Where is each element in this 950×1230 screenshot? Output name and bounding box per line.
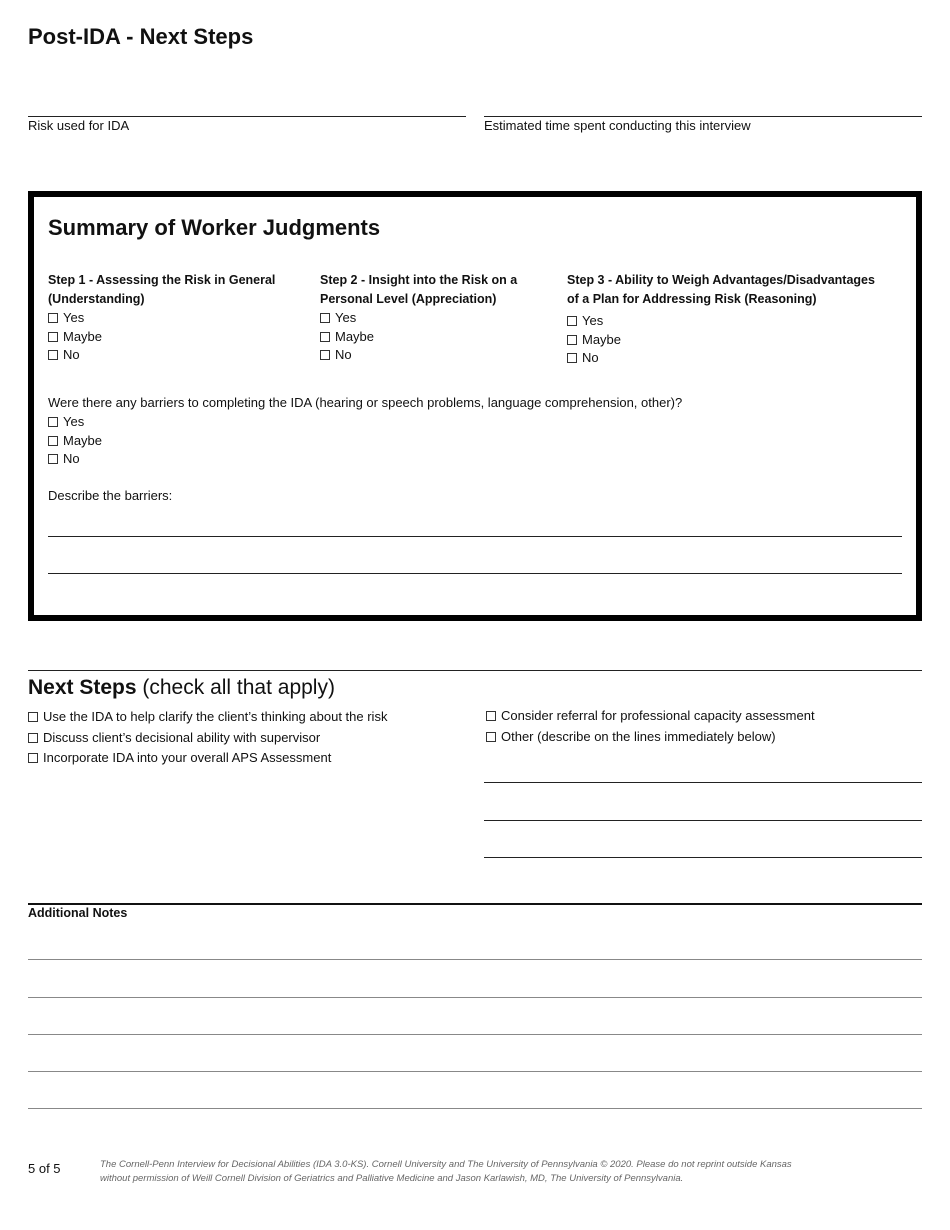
checkbox-icon <box>48 417 58 427</box>
step-1-heading: Step 1 - Assessing the Risk in General (Understanding) <box>48 273 276 306</box>
barriers-maybe-checkbox[interactable]: Maybe <box>48 432 908 451</box>
notes-line-1[interactable] <box>28 959 922 960</box>
checkbox-icon <box>48 313 58 323</box>
risk-input-line[interactable] <box>28 116 466 117</box>
step-2 <box>320 271 550 365</box>
checkbox-icon <box>28 712 38 722</box>
notes-divider <box>28 903 922 905</box>
checkbox-icon <box>48 454 58 464</box>
describe-barriers-label: Describe the barriers: <box>48 488 173 503</box>
page-title: Post-IDA - Next Steps <box>28 24 254 49</box>
next-step-referral-checkbox[interactable]: Consider referral for professional capacity assessment <box>486 706 922 727</box>
other-input-line-1[interactable] <box>484 782 922 783</box>
other-input-line-3[interactable] <box>484 857 922 858</box>
checkbox-icon <box>320 313 330 323</box>
footer-copyright: The Cornell-Penn Interview for Decisional Abilities (IDA 3.0-KS). Cornell University and The University of Pennsylvania © 2020. Please do not reprint outside Kansas without permission of Weill Cornell Division of Geriatrics and Palliative Medicine and Jason Karlawish, MD, The University of Pennsylvania. <box>100 1159 792 1184</box>
next-steps-title: Next Steps (check all that apply) <box>28 676 335 699</box>
checkbox-icon <box>567 353 577 363</box>
next-steps-divider <box>28 670 922 671</box>
barriers-input-line-1[interactable] <box>48 536 902 537</box>
checkbox-icon <box>486 732 496 742</box>
time-label: Estimated time spent conducting this interview <box>484 118 751 133</box>
barriers-no-checkbox[interactable]: No <box>48 450 908 469</box>
next-step-supervisor-checkbox[interactable]: Discuss client’s decisional ability with supervisor <box>28 728 468 749</box>
notes-line-2[interactable] <box>28 997 922 998</box>
step-1-maybe-checkbox[interactable]: Maybe <box>48 328 308 347</box>
time-input-line[interactable] <box>484 116 922 117</box>
step-3-no-checkbox[interactable]: No <box>567 349 907 368</box>
notes-line-4[interactable] <box>28 1071 922 1072</box>
next-step-other-checkbox[interactable]: Other (describe on the lines immediately below) <box>486 727 922 748</box>
step-2-heading: Step 2 - Insight into the Risk on a Personal Level (Appreciation) <box>320 273 518 306</box>
other-input-line-2[interactable] <box>484 820 922 821</box>
checkbox-icon <box>486 711 496 721</box>
barriers-question: Were there any barriers to completing the IDA (hearing or speech problems, language comprehension, other)? <box>48 395 683 410</box>
step-2-maybe-checkbox[interactable]: Maybe <box>320 328 550 347</box>
step-1-no-checkbox[interactable]: No <box>48 346 308 365</box>
checkbox-icon <box>567 316 577 326</box>
barriers-input-line-2[interactable] <box>48 573 902 574</box>
next-step-aps-checkbox[interactable]: Incorporate IDA into your overall APS Assessment <box>28 748 468 769</box>
summary-title: Summary of Worker Judgments <box>48 215 381 240</box>
step-1 <box>48 271 308 365</box>
barriers-yes-checkbox[interactable]: Yes <box>48 413 908 432</box>
step-3 <box>567 271 907 368</box>
notes-label: Additional Notes <box>28 906 128 920</box>
checkbox-icon <box>567 335 577 345</box>
checkbox-icon <box>28 733 38 743</box>
step-2-no-checkbox[interactable]: No <box>320 346 550 365</box>
checkbox-icon <box>48 436 58 446</box>
next-steps-left-list <box>28 707 468 769</box>
step-1-yes-checkbox[interactable]: Yes <box>48 309 308 328</box>
next-step-clarify-checkbox[interactable]: Use the IDA to help clarify the client’s thinking about the risk <box>28 707 468 728</box>
checkbox-icon <box>28 753 38 763</box>
step-3-heading: Step 3 - Ability to Weigh Advantages/Disadvantages of a Plan for Addressing Risk (Reasoning) <box>567 273 875 306</box>
notes-line-5[interactable] <box>28 1108 922 1109</box>
checkbox-icon <box>48 350 58 360</box>
risk-label: Risk used for IDA <box>28 118 130 133</box>
step-3-maybe-checkbox[interactable]: Maybe <box>567 331 907 350</box>
next-steps-right-list <box>486 706 922 747</box>
notes-line-3[interactable] <box>28 1034 922 1035</box>
checkbox-icon <box>320 332 330 342</box>
step-2-yes-checkbox[interactable]: Yes <box>320 309 550 328</box>
checkbox-icon <box>320 350 330 360</box>
page-number: 5 of 5 <box>28 1161 61 1176</box>
checkbox-icon <box>48 332 58 342</box>
barriers-section <box>48 395 908 469</box>
summary-box <box>28 191 922 621</box>
step-3-yes-checkbox[interactable]: Yes <box>567 312 907 331</box>
